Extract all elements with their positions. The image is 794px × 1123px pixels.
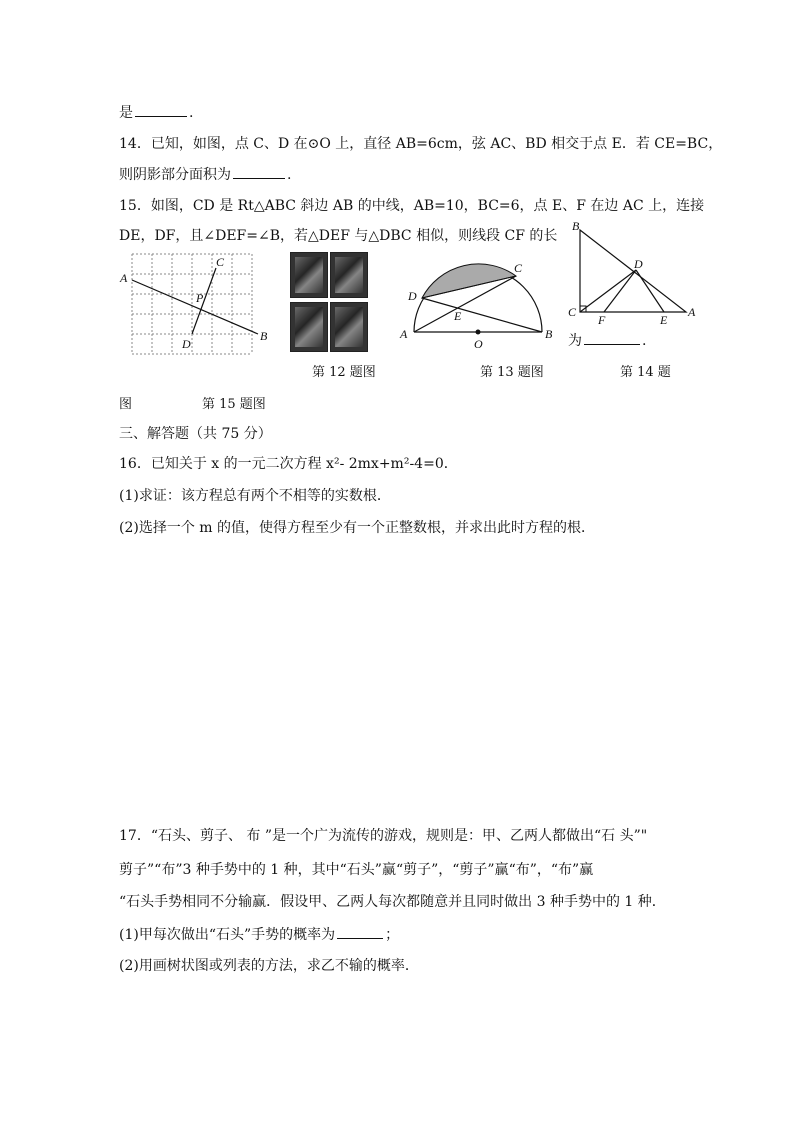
semicircle-figure [396, 256, 562, 352]
label-e: E [454, 309, 462, 323]
chord-bd [422, 298, 542, 332]
triangle-figure [566, 218, 700, 328]
q14-line-1: 14．已知，如图，点 C、D 在⊙O 上，直径 AB=6cm，弦 AC、BD 相交于点 E．若 CE=BC， [119, 136, 723, 152]
q15-line-1: 15．如图，CD 是 Rt△ABC 斜边 AB 的中线，AB=10，BC=6，点 E、F 在边 AC 上，连接 [119, 198, 705, 214]
q13-tail-line [119, 102, 193, 123]
q15-text: 为 [568, 333, 582, 349]
label-a: A [400, 327, 408, 341]
photo-2 [330, 252, 368, 298]
answer-blank-15[interactable] [584, 330, 640, 345]
median-cd [580, 270, 636, 312]
label-b: B [572, 219, 580, 233]
q12-photos [290, 252, 368, 352]
label-e: E [660, 313, 668, 327]
photo-3 [290, 302, 328, 352]
photo-1 [290, 252, 328, 298]
q17-part-1 [119, 924, 399, 945]
label-d: D [634, 257, 643, 271]
shaded-region [422, 264, 516, 298]
q14-line-2 [119, 164, 291, 185]
q14-text: 则阴影部分面积为 [119, 167, 231, 183]
q17-part-1-end: ； [385, 927, 400, 943]
section-3-heading: 三、解答题（共 75 分） [119, 426, 272, 442]
label-c: C [568, 305, 577, 319]
caption-fig: 图 [119, 397, 133, 412]
caption-q15: 第 15 题图 [202, 397, 266, 412]
label-b: B [260, 329, 268, 343]
caption-q13: 第 13 题图 [480, 365, 544, 380]
caption-q14: 第 14 题 [620, 365, 671, 380]
label-d: D [408, 289, 417, 303]
q16-stem: 16．已知关于 x 的一元二次方程 x²- 2mx+m²-4=0． [119, 456, 458, 472]
q16-part-2: (2)选择一个 m 的值，使得方程至少有一个正整数根，并求出此时方程的根． [119, 520, 596, 536]
q13-tail-end: . [189, 105, 194, 121]
q16-part-1: (1)求证：该方程总有两个不相等的实数根． [119, 488, 391, 504]
label-o: O [474, 337, 483, 351]
q15-end: . [642, 333, 647, 349]
q13-tail-text: 是 [119, 105, 133, 121]
label-b: B [545, 327, 553, 341]
q17-line-3: “石头手势相同不分输赢．假设甲、乙两人每次都随意并且同时做出 3 种手势中的 1 种． [119, 894, 666, 910]
label-p: P [196, 291, 204, 305]
q17-part-2: (2)用画树状图或列表的方法，求乙不输的概率． [119, 958, 419, 974]
label-a: A [120, 271, 128, 285]
caption-q12: 第 12 题图 [312, 365, 376, 380]
photo-4 [330, 302, 368, 352]
q17-line-1: 17．“石头、剪子、 布 ”是一个广为流传的游戏，规则是：甲、乙两人都做出“石 头”" [119, 828, 648, 844]
answer-blank-17[interactable] [337, 924, 383, 939]
answer-blank-13[interactable] [135, 102, 187, 117]
grid-figure [118, 250, 278, 358]
q14-end: . [287, 167, 292, 183]
label-f: F [598, 313, 606, 327]
grid-lines [132, 254, 252, 354]
center-point [476, 330, 481, 335]
answer-blank-14[interactable] [233, 164, 285, 179]
q17-part-1-text: (1)甲每次做出“石头”手势的概率为 [119, 927, 336, 943]
label-c: C [216, 255, 225, 269]
q17-line-2: 剪子”“布”3 种手势中的 1 种，其中“石头”赢“剪子”，“剪子”赢“布”，“布”赢 [119, 862, 594, 878]
label-d: D [182, 337, 191, 351]
label-c: C [514, 261, 523, 275]
q15-line-2: DE，DF，且∠DEF=∠B，若△DEF 与△DBC 相似，则线段 CF 的长 [119, 228, 558, 244]
label-a: A [688, 305, 696, 319]
q15-line-3 [568, 330, 646, 351]
